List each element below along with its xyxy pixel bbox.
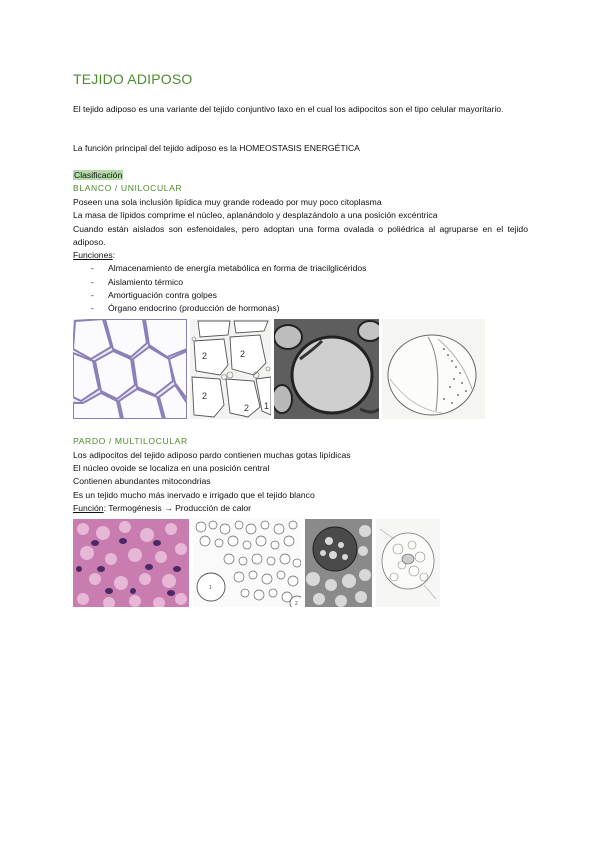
functions-colon: : xyxy=(112,250,116,260)
function-item xyxy=(91,277,183,287)
figure-label: 2 xyxy=(295,601,298,607)
figure-label: 1 xyxy=(264,401,270,411)
white-adipose-micrograph xyxy=(73,319,187,419)
brown-adipocyte-drawing xyxy=(376,519,440,607)
brown-tissue-heading: PARDO / MULTILOCULAR xyxy=(73,436,188,446)
brown-function-line xyxy=(73,503,251,513)
bullet-marker: - xyxy=(91,263,94,273)
function-item xyxy=(91,303,280,313)
white-adipocyte-drawing xyxy=(382,319,485,419)
brown-line-2: El núcleo ovoide se localiza en una posición central xyxy=(73,463,270,473)
function-item-text: Amortiguación contra golpes xyxy=(108,290,217,300)
bullet-marker: - xyxy=(91,290,94,300)
brown-function-text: : Termogénesis → Producción de calor xyxy=(103,503,252,513)
brown-adipose-drawing xyxy=(193,519,301,607)
page-title: TEJIDO ADIPOSO xyxy=(73,71,193,87)
function-item xyxy=(91,290,217,300)
functions-label-line xyxy=(73,250,115,260)
white-adipose-drawing xyxy=(190,319,271,419)
brown-line-3: Contienen abundantes mitocondrias xyxy=(73,476,211,486)
classification-highlight: Clasificación xyxy=(74,170,123,180)
white-line-1: Poseen una sola inclusión lipídica muy grande rodeado por muy poco citoplasma xyxy=(73,197,382,207)
classification-heading xyxy=(73,170,123,180)
figure-label: 2 xyxy=(202,391,208,401)
white-line-2: La masa de lípidos comprime el núcleo, aplanándolo y desplazándolo a una posición excéntrica xyxy=(73,210,438,220)
figure-label: 2 xyxy=(240,349,246,359)
bullet-marker: - xyxy=(91,277,94,287)
brown-line-1: Los adipocitos del tejido adiposo pardo contienen muchas gotas lipídicas xyxy=(73,450,351,460)
function-item xyxy=(91,263,367,273)
brown-adipose-micrograph xyxy=(73,519,189,607)
function-item-text: Almacenamiento de energía metabólica en forma de triacilglicéridos xyxy=(108,263,367,273)
main-function-text: La función principal del tejido adiposo es la HOMEOSTASIS ENERGÉTICA xyxy=(73,143,360,153)
functions-label: Funciones xyxy=(73,250,113,260)
bullet-marker: - xyxy=(91,303,94,313)
white-shape-text: Cuando están aislados son esfenoidales, pero adoptan una forma ovalada o poliédrica al agruparse en el tejido adiposo. xyxy=(73,224,528,247)
brown-adipose-electron-micrograph xyxy=(305,519,372,607)
figure-label: 2 xyxy=(244,403,250,413)
figure-label: 2 xyxy=(202,351,208,361)
function-item-text: Aislamiento térmico xyxy=(108,277,183,287)
white-adipocyte-electron-micrograph xyxy=(274,319,379,419)
function-item-text: Órgano endocrino (producción de hormonas) xyxy=(108,303,280,313)
white-tissue-heading: BLANCO / UNILOCULAR xyxy=(73,183,183,193)
figure-label: 1 xyxy=(209,585,212,591)
brown-function-label: Función xyxy=(73,503,104,513)
brown-line-4: Es un tejido mucho más inervado e irrigado que el tejido blanco xyxy=(73,490,315,500)
intro-paragraph: El tejido adiposo es una variante del tejido conjuntivo laxo en el cual los adipocitos son el tipo celular mayoritario. xyxy=(73,104,504,114)
